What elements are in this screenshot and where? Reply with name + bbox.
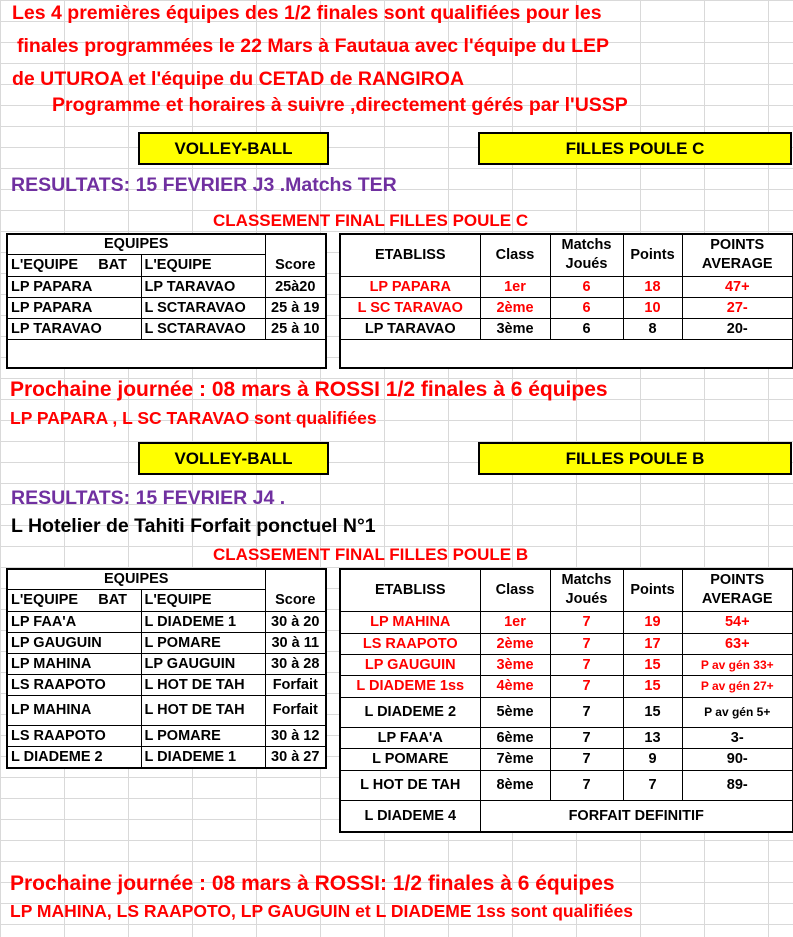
forfeit-note: L Hotelier de Tahiti Forfait ponctuel N°1	[11, 515, 376, 537]
standings-table-b: ETABLISS Class Matchs Joués Points POINTS AVERAGE LP MAHINA 1er 7 19 54+ LS RAAPOTO 2ème 7 17 63+ LP GAUGUIN 3ème 7 15 P av gén 33+ L DIADEME 1ss 4ème 7 15 P av gén 27+ L DIADEME 2 5ème 7 15 P av gén 5+ LP FAA'A 6ème 7 13 3- L POMARE 7ème 7 9 90- L HOT DE TAH 8ème 7 7 89- L DIADEME 4 FORFAIT DEFINITIF	[339, 568, 793, 833]
table-row: L SC TARAVAO 2ème 6 10 27-	[340, 297, 793, 318]
table-row: LP PAPARA 1er 6 18 47+	[340, 276, 793, 297]
pool-label-b: FILLES POULE B	[478, 442, 792, 475]
table-row: LP MAHINA 1er 7 19 54+	[340, 611, 793, 633]
table-row: LP GAUGUIN 3ème 7 15 P av gén 33+	[340, 654, 793, 675]
next-day-b: Prochaine journée : 08 mars à ROSSI: 1/2 finales à 6 équipes	[10, 872, 615, 895]
equipes-header: EQUIPES	[7, 234, 265, 254]
sport-label-b: VOLLEY-BALL	[138, 442, 329, 475]
table-row: L POMARE 7ème 7 9 90-	[340, 748, 793, 770]
next-day-c: Prochaine journée : 08 mars à ROSSI 1/2 finales à 6 équipes	[10, 378, 608, 401]
pool-label-c: FILLES POULE C	[478, 132, 792, 165]
matches-table-c	[6, 233, 327, 369]
team2-header: L'EQUIPE	[141, 254, 265, 276]
table-row: L HOT DE TAH 8ème 7 7 89-	[340, 770, 793, 800]
sport-label-c: VOLLEY-BALL	[138, 132, 329, 165]
table-row: LP FAA'A L DIADEME 1 30 à 20	[7, 611, 326, 632]
table-row: LP TARAVAO L SCTARAVAO 25 à 10	[7, 318, 326, 339]
table-row: LP PAPARA LP TARAVAO 25à20	[7, 276, 326, 297]
table-row: L DIADEME 1ss 4ème 7 15 P av gén 27+	[340, 675, 793, 697]
table-row: LP TARAVAO 3ème 6 8 20-	[340, 318, 793, 339]
equipes-header: EQUIPES	[7, 569, 265, 589]
forfait-definitif: FORFAIT DEFINITIF	[480, 800, 793, 832]
table-row: LP FAA'A 6ème 7 13 3-	[340, 727, 793, 748]
table-row: LP MAHINA LP GAUGUIN 30 à 28	[7, 653, 326, 674]
team1-header: L'EQUIPE BAT	[7, 589, 141, 611]
team1-header: L'EQUIPE BAT	[7, 254, 141, 276]
table-row: LS RAAPOTO 2ème 7 17 63+	[340, 633, 793, 654]
table-row: L DIADEME 4 FORFAIT DEFINITIF	[340, 800, 793, 832]
table-row: LP PAPARA L SCTARAVAO 25 à 19	[7, 297, 326, 318]
table-row: L DIADEME 2 L DIADEME 1 30 à 27	[7, 746, 326, 768]
intro-line-1: Les 4 premières équipes des 1/2 finales sont qualifiées pour les	[12, 2, 602, 24]
classement-title-b: CLASSEMENT FINAL FILLES POULE B	[213, 545, 529, 564]
results-title-c: RESULTATS: 15 FEVRIER J3 .Matchs TER	[11, 174, 397, 196]
table-row: LP MAHINA L HOT DE TAH Forfait	[7, 695, 326, 725]
score-header: Score	[265, 589, 326, 611]
table-row: L DIADEME 2 5ème 7 15 P av gén 5+	[340, 697, 793, 727]
intro-line-4: Programme et horaires à suivre ,directement gérés par l'USSP	[52, 94, 628, 116]
qualified-b: LP MAHINA, LS RAAPOTO, LP GAUGUIN et L DIADEME 1ss sont qualifiées	[10, 901, 633, 921]
qualified-c: LP PAPARA , L SC TARAVAO sont qualifiées	[10, 408, 377, 428]
classement-title-c: CLASSEMENT FINAL FILLES POULE C	[213, 211, 529, 230]
table-row: LP GAUGUIN L POMARE 30 à 11	[7, 632, 326, 653]
standings-table-c: ETABLISS Class Matchs Joués Points POINTS AVERAGE LP PAPARA 1er 6 18 47+ L SC TARAVAO 2ème 6 10 27- LP TARAVAO 3ème 6 8 20-	[339, 233, 793, 369]
matches-table-b	[6, 568, 327, 769]
score-header: Score	[265, 254, 326, 276]
table-row: LS RAAPOTO L POMARE 30 à 12	[7, 725, 326, 746]
intro-line-3: de UTUROA et l'équipe du CETAD de RANGIROA	[12, 68, 465, 90]
intro-line-2: finales programmées le 22 Mars à Fautaua avec l'équipe du LEP	[17, 35, 610, 57]
table-row: LS RAAPOTO L HOT DE TAH Forfait	[7, 674, 326, 695]
results-title-b: RESULTATS: 15 FEVRIER J4 .	[11, 487, 286, 509]
team2-header: L'EQUIPE	[141, 589, 265, 611]
